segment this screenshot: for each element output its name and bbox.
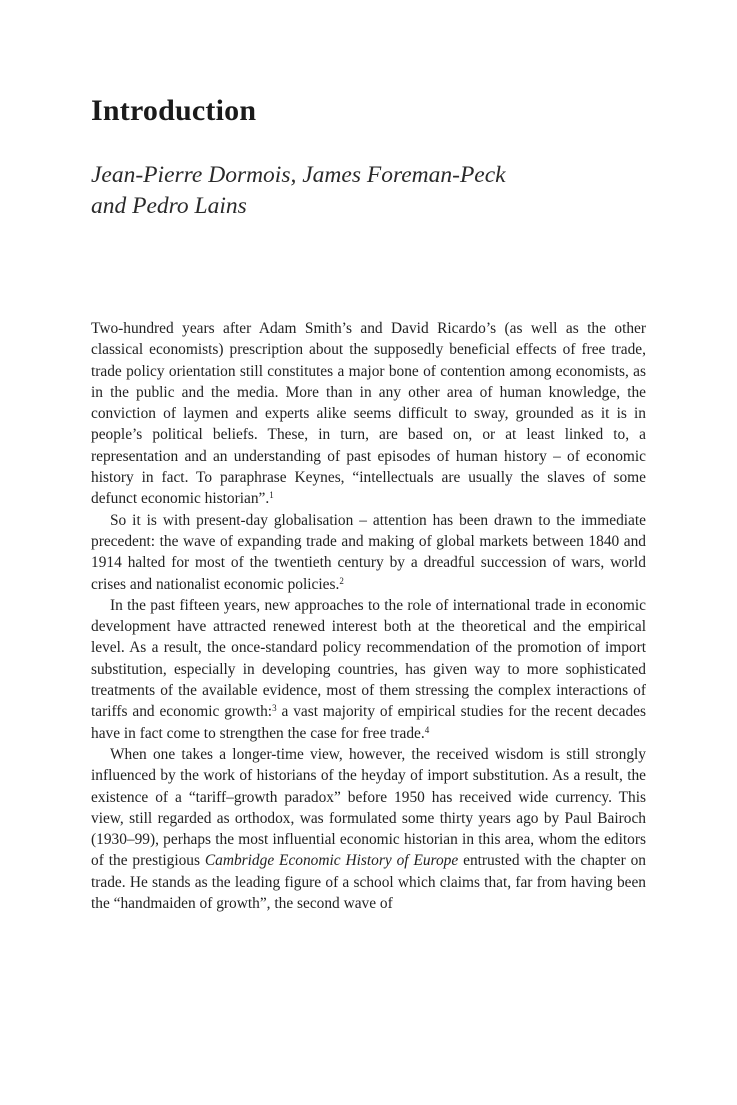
chapter-body bbox=[91, 318, 646, 914]
chapter-title: Introduction bbox=[91, 94, 257, 127]
paragraph-4-text-a: When one takes a longer-time view, however, the received wisdom is still strongly influenced by the work of historians of the heyday of import substitution. As a result, the existence of a “tariff–growth paradox” before 1950 has received wide currency. This view, still regarded as orthodox, was formulated some thirty years ago by Paul Bairoch (1930–99), perhaps the most influential economic historian in this area, whom the editors of the prestigious bbox=[91, 745, 646, 870]
chapter-authors bbox=[91, 160, 591, 222]
footnote-ref-1: 1 bbox=[269, 490, 274, 501]
paragraph-2-text: So it is with present-day globalisation – attention has been drawn to the immediate precedent: the wave of expanding trade and making of global markets between 1840 and 1914 halted for most of the twentieth century by a dreadful succession of wars, world crises and nationalist economic policies. bbox=[91, 511, 646, 593]
paragraph-3 bbox=[91, 595, 646, 744]
authors-line-2: and Pedro Lains bbox=[91, 193, 247, 219]
footnote-ref-3: 3 bbox=[272, 703, 277, 714]
paragraph-2 bbox=[91, 510, 646, 595]
book-title-cambridge-economic-history: Cambridge Economic History of Europe bbox=[204, 852, 459, 870]
authors-line-1: Jean-Pierre Dormois, James Foreman-Peck bbox=[91, 162, 506, 188]
paragraph-1 bbox=[91, 318, 646, 510]
paragraph-3-text-b: a vast majority of empirical studies for the recent decades have in fact come to strengthen the case for free trade. bbox=[91, 703, 646, 742]
footnote-ref-2: 2 bbox=[339, 575, 344, 586]
paragraph-1-text: Two-hundred years after Adam Smith’s and David Ricardo’s (as well as the other classical economists) prescription about the supposedly beneficial effects of free trade, trade policy orientation still constitutes a major bone of contention among economists, as in the public and the media. More than in any other area of human knowledge, the conviction of laymen and experts alike seems difficult to sway, grounded as it is in people’s political beliefs. These, in turn, are based on, or at least linked to, a representation and an understanding of past episodes of human history – of economic history in fact. To paraphrase Keynes, “intellectuals are usually the slaves of some defunct economic historian”. bbox=[91, 320, 646, 508]
paragraph-4-text-b: entrusted with the chapter on trade. He stands as the leading figure of a school which claims that, far from having been the “handmaiden of growth”, the second wave of bbox=[91, 852, 646, 913]
paragraph-4 bbox=[91, 744, 646, 914]
paragraph-3-text-a: In the past fifteen years, new approaches to the role of international trade in economic development have attracted renewed interest both at the theoretical and the empirical level. As a result, the once-standard policy recommendation of the promotion of import substitution, especially in developing countries, has given way to more sophisticated treatments of the available evidence, most of them stressing the complex interactions of tariffs and economic growth: bbox=[91, 596, 646, 721]
footnote-ref-4: 4 bbox=[424, 724, 430, 735]
